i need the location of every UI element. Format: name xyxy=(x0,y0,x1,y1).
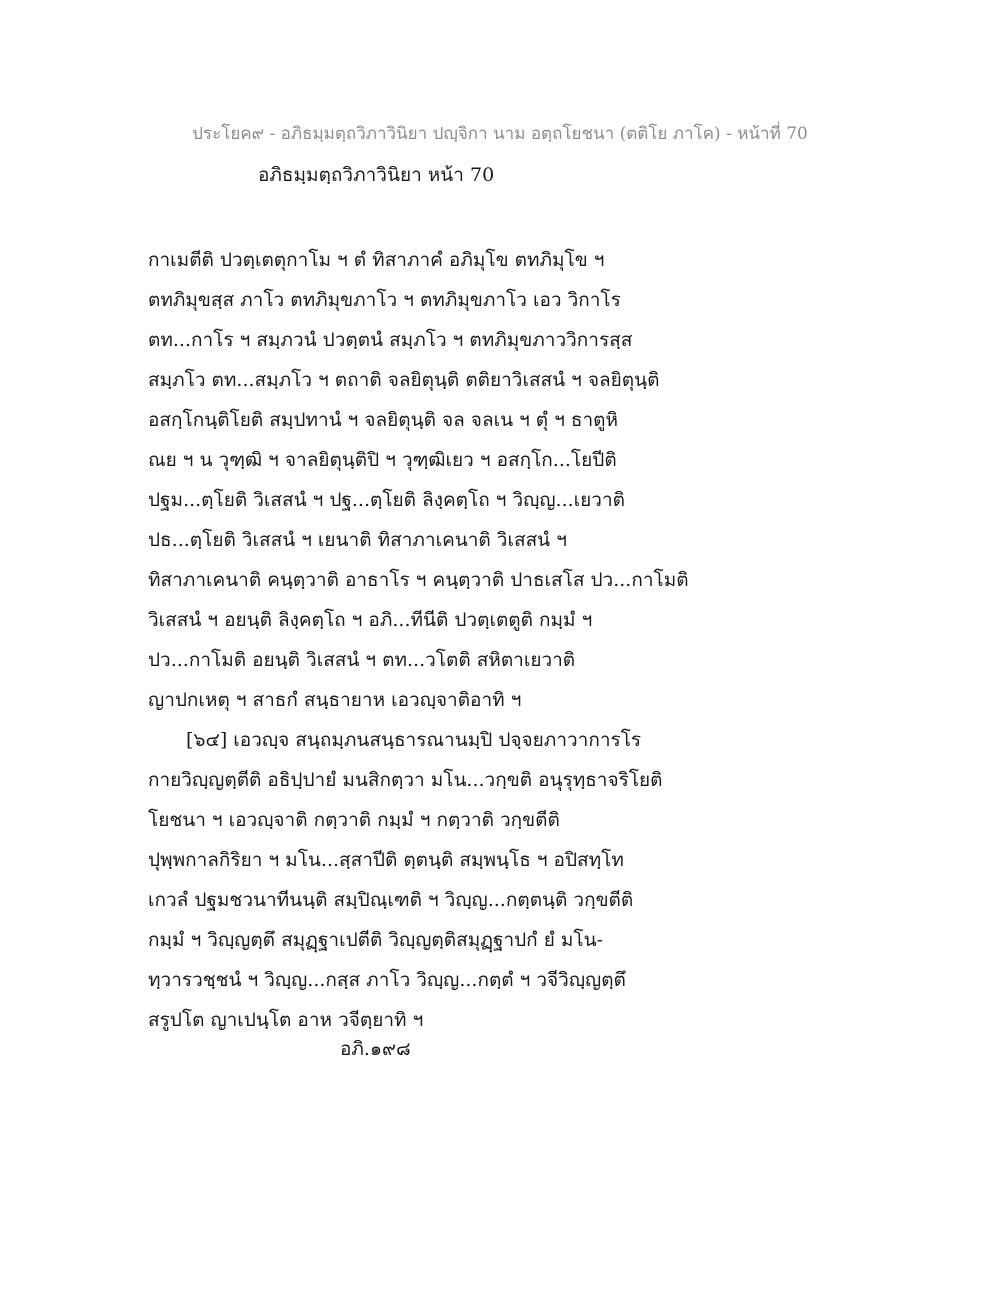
text-line: ตท...กาโร ฯ สมฺภวนํ ปวตฺตนํ สมฺภโว ฯ ตทภิมุขภาววิการสฺส xyxy=(148,329,633,351)
paragraph-start-line: [๖๔] เอวญฺจ สนฺถมฺภนสนฺธารณานมฺปิ ปจฺจยภาวาการโร xyxy=(186,729,642,751)
text-line: โยชนา ฯ เอวญฺจาติ กตฺวาติ กมฺมํ ฯ กตฺวาติ วกฺขตีติ xyxy=(148,809,560,831)
book-title: อภิธมฺมตฺถวิภาวินิยา หน้า 70 xyxy=(258,164,495,186)
text-line: อสกฺโกนฺติโยติ สมฺปทานํ ฯ จลยิตุนฺติ จล จลเน ฯ ตุํ ฯ ธาตูหิ xyxy=(148,409,619,431)
text-line: ปฐม...ตฺโยติ วิเสสนํ ฯ ปฐ...ตฺโยติ ลิงฺคตฺโถ ฯ วิญฺญ...เยวาติ xyxy=(148,489,625,511)
running-header: ประโยค๙ - อภิธมฺมตฺถวิภาวินิยา ปญฺจิกา นาม อตฺถโยชนา (ตติโย ภาโค) - หน้าที่ 70 xyxy=(192,124,808,144)
text-line: ญาปกเหตุ ฯ สาธกํ สนฺธายาห เอวญฺจาติอาทิ ฯ xyxy=(148,689,522,711)
text-line: ทฺวารวชฺชนํ ฯ วิญฺญ...กสฺส ภาโว วิญฺญ...กตฺตํ ฯ วจีวิญฺญตฺตึ xyxy=(148,969,626,991)
body-text xyxy=(148,240,948,1040)
text-line: เกวลํ ปฐมชวนาทีนนฺติ สมฺปิณฺเฑติ ฯ วิญฺญ...กตฺตนฺติ วกฺขตีติ xyxy=(148,889,634,911)
text-line: กาเมตีติ ปวตฺเตตุกาโม ฯ ตํ ทิสาภาคํ อภิมุโข ตทภิมุโข ฯ xyxy=(148,249,605,271)
text-line: สมฺภโว ตท...สมฺภโว ฯ ตถาติ จลยิตุนฺติ ตติยาวิเสสนํ ฯ จลยิตุนฺติ xyxy=(148,369,660,391)
text-line: กายวิญฺญตฺตีติ อธิปฺปายํ มนสิกตฺวา มโน...วกฺขติ อนุรุทฺธาจริโยติ xyxy=(148,769,663,791)
text-line: ทิสาภาเคนาติ คนฺตฺวาติ อาธาโร ฯ คนฺตฺวาติ ปาธเสโส ปว...กาโมติ xyxy=(148,569,689,591)
text-line: กมฺมํ ฯ วิญฺญตฺตึ สมุฏฺฐาเปตีติ วิญฺญตฺติสมุฏฺฐาปกํ ยํ มโน- xyxy=(148,929,604,951)
text-line: วิเสสนํ ฯ อยนฺติ ลิงฺคตฺโถ ฯ อภิ...ทีนีติ ปวตฺเตตูติ กมฺมํ ฯ xyxy=(148,609,593,631)
text-line: ปธ...ตฺโยติ วิเสสนํ ฯ เยนาติ ทิสาภาเคนาติ วิเสสนํ ฯ xyxy=(148,529,567,551)
text-line: สรูปโต ญาเปนฺโต อาห วจีตฺยาทิ ฯ xyxy=(148,1009,424,1031)
text-line: ณย ฯ น วุฑฺฒิ ฯ จาลยิตุนฺติปิ ฯ วุฑฺฒิเยว ฯ อสกฺโก...โยปีติ xyxy=(148,449,617,471)
text-line: ตทภิมุขสฺส ภาโว ตทภิมุขภาโว ฯ ตทภิมุขภาโว เอว วิกาโร xyxy=(148,289,621,311)
footnote-reference: อภิ.๑๙๘ xyxy=(340,1038,411,1060)
text-line: ปุพฺพกาลกิริยา ฯ มโน...สฺสาปีติ ตฺตนฺติ สมฺพนฺโธ ฯ อปิสทฺโท xyxy=(148,849,624,871)
text-line: ปว...กาโมติ อยนฺติ วิเสสนํ ฯ ตท...วโตติ สหิตาเยวาติ xyxy=(148,649,576,671)
